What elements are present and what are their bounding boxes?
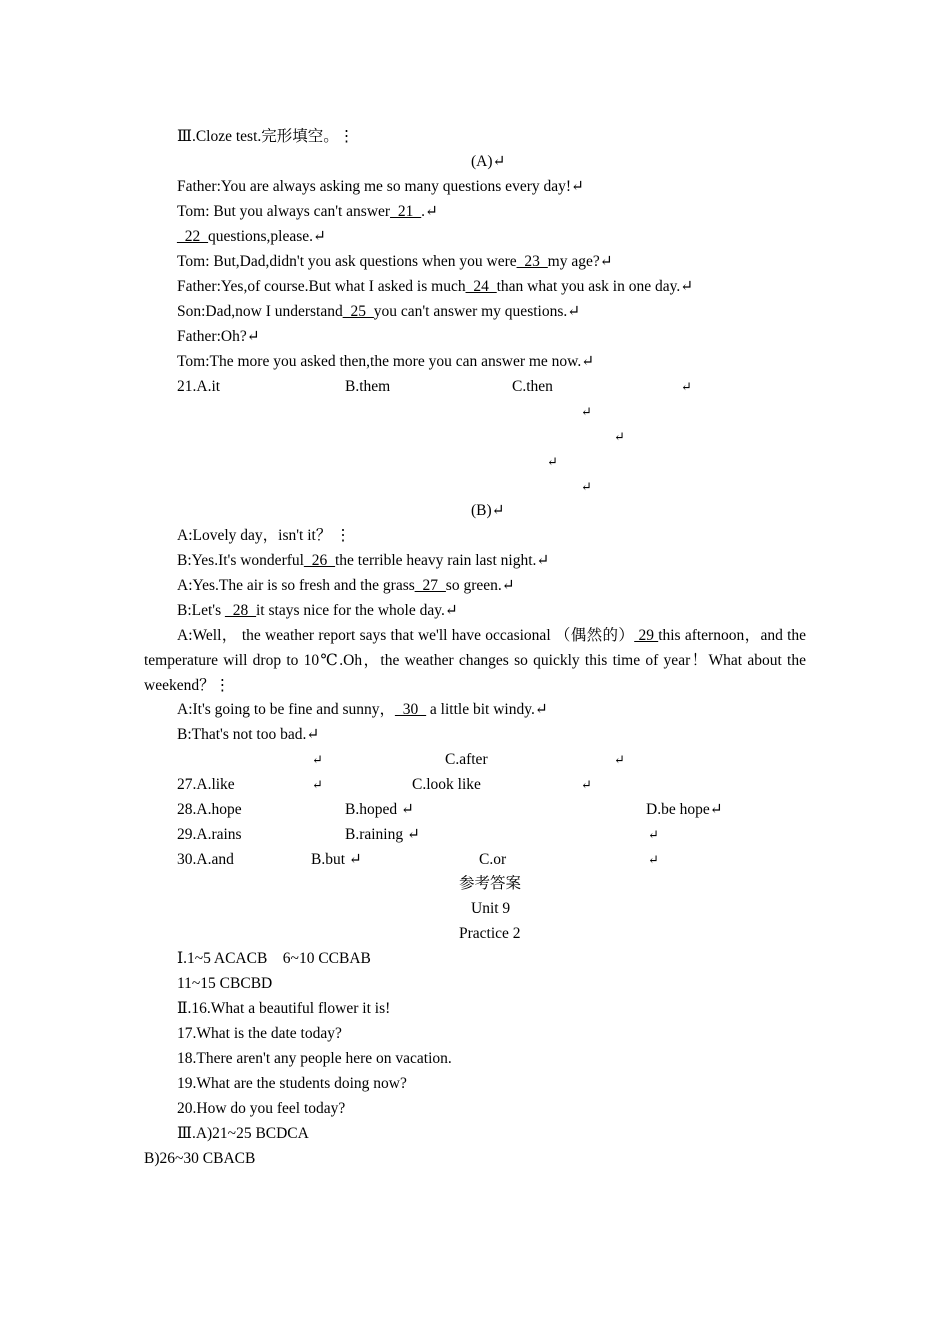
return-mark-icon: ↵: [648, 827, 659, 842]
return-mark-icon: ↵: [709, 801, 723, 818]
answer-line: B)26~30 CBACB: [144, 1150, 256, 1167]
dialogue-line: A:Lovely day，isn't it？ ⋮: [177, 527, 351, 544]
return-mark-icon: ↵: [407, 826, 420, 843]
return-mark-icon: ↵: [534, 701, 548, 718]
part-a-label: (A)↵: [471, 153, 506, 170]
answer-heading: 参考答案: [459, 875, 522, 892]
blank-24: _24_: [465, 278, 497, 295]
option-28-d: D.be hope↵: [646, 801, 723, 818]
blank-29: 29: [634, 627, 659, 644]
dialogue-line: B:That's not too bad.↵: [177, 726, 320, 743]
dialogue-line: Tom: But you always can't answer_21_.↵: [177, 203, 438, 220]
return-mark-icon: ↵: [313, 228, 327, 245]
return-mark-icon: ↵: [681, 379, 692, 394]
return-mark-icon: ↵: [581, 353, 595, 370]
option-21-b: B.them: [345, 378, 391, 395]
return-mark-icon: ↵: [571, 178, 585, 195]
option-26-c: C.after: [445, 751, 488, 768]
return-mark-icon: ↵: [581, 479, 592, 494]
blank-21: _21_: [390, 203, 422, 220]
blank-23: _23_: [516, 253, 548, 270]
answer-line: Ⅲ.A)21~25 BCDCA: [177, 1125, 309, 1142]
dialogue-line: B:Let's _28_it stays nice for the whole day.↵: [177, 602, 458, 619]
blank-25: _25_: [342, 303, 374, 320]
option-27-a: 27.A.like: [177, 776, 235, 793]
answer-line: 20.How do you feel today?: [177, 1100, 346, 1117]
answer-practice: Practice 2: [459, 925, 521, 942]
return-mark-icon: ↵: [306, 726, 320, 743]
option-21-c: C.then: [512, 378, 553, 395]
answer-line: 17.What is the date today?: [177, 1025, 342, 1042]
dialogue-line: Father:You are always asking me so many questions every day!↵: [177, 178, 585, 195]
answer-line: 11~15 CBCBD: [177, 975, 273, 992]
return-mark-icon: ↵: [547, 454, 558, 469]
return-mark-icon: ↵: [581, 404, 592, 419]
blank-26: _26_: [303, 552, 335, 569]
option-29-b: B.raining ↵: [345, 826, 420, 843]
return-mark-icon: ↵: [400, 801, 414, 818]
return-mark-icon: ↵: [444, 602, 458, 619]
option-27-c: C.look like: [412, 776, 481, 793]
part-b-label: (B)↵: [471, 502, 505, 519]
return-mark-icon: ↵: [614, 429, 625, 444]
dialogue-line: Father:Oh?↵: [177, 328, 260, 345]
blank-28: _28_: [225, 602, 256, 619]
blank-30: _30_: [395, 701, 427, 718]
return-mark-icon: ↵: [312, 777, 323, 792]
dialogue-paragraph: A:Well， the weather report says that we'll have occasional （偶然的） 29 this afternoon，and the temperature will drop to 10℃.Oh，the weather changes so quickly this time of year！What about the weekend？⋮: [144, 627, 807, 694]
option-30-c: C.or: [479, 851, 507, 868]
dialogue-line: A:It's going to be fine and sunny，_30_ a little bit windy.↵: [177, 701, 548, 718]
return-mark-icon: ↵: [491, 502, 505, 519]
dialogue-line: Tom: But,Dad,didn't you ask questions when you were_23_my age?↵: [177, 253, 613, 270]
return-mark-icon: ↵: [581, 777, 592, 792]
return-mark-icon: ↵: [348, 851, 362, 868]
option-30-b: B.but ↵: [311, 851, 362, 868]
return-mark-icon: ↵: [648, 852, 659, 867]
answer-line: 19.What are the students doing now?: [177, 1075, 407, 1092]
dialogue-line: Father:Yes,of course.But what I asked is much_24_than what you ask in one day.↵: [177, 278, 694, 295]
section-title: Ⅲ.Cloze test.完形填空。⋮: [177, 128, 355, 145]
return-mark-icon: ↵: [424, 203, 438, 220]
blank-27: _27_: [414, 577, 446, 594]
dialogue-line: B:Yes.It's wonderful_26_the terrible heavy rain last night.↵: [177, 552, 550, 569]
blank-22: _22_: [177, 228, 208, 245]
return-mark-icon: ↵: [312, 752, 323, 767]
dialogue-line: _22_questions,please.↵: [177, 228, 327, 245]
return-mark-icon: ↵: [246, 328, 260, 345]
return-mark-icon: ↵: [501, 577, 515, 594]
answer-line: 18.There aren't any people here on vacation.: [177, 1050, 452, 1067]
option-29-a: 29.A.rains: [177, 826, 242, 843]
dialogue-line: Son:Dad,now I understand_25_you can't answer my questions.↵: [177, 303, 581, 320]
answer-unit: Unit 9: [471, 900, 511, 917]
return-mark-icon: ↵: [614, 752, 625, 767]
option-28-b: B.hoped ↵: [345, 801, 414, 818]
return-mark-icon: ↵: [680, 278, 694, 295]
option-30-a: 30.A.and: [177, 851, 234, 868]
return-mark-icon: ↵: [567, 303, 581, 320]
option-28-a: 28.A.hope: [177, 801, 242, 818]
option-21-a: 21.A.it: [177, 378, 221, 395]
return-mark-icon: ↵: [492, 153, 506, 170]
return-mark-icon: ↵: [536, 552, 550, 569]
return-mark-icon: ↵: [599, 253, 613, 270]
dialogue-line: A:Yes.The air is so fresh and the grass_27_so green.↵: [177, 577, 515, 594]
answer-line: Ⅰ.1~5 ACACB 6~10 CCBAB: [177, 950, 371, 967]
answer-line: Ⅱ.16.What a beautiful flower it is!: [177, 1000, 391, 1017]
dialogue-line: Tom:The more you asked then,the more you can answer me now.↵: [177, 353, 595, 370]
